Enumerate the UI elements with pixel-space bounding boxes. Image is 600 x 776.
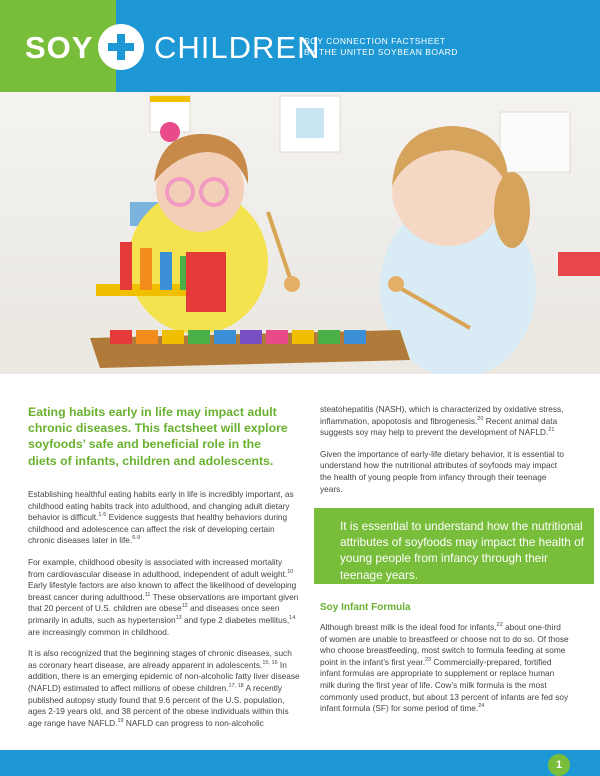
paragraph-4: steatohepatitis (NASH), which is characterized by oxidative stress, inflammation, apopotosis and fibrogenesis.$^{20}$ Recent animal data suggests soy may help to prevent the development of NAFLD.$^{21}$ [320, 404, 564, 438]
paragraph-6: Although breast milk is the ideal food for infants,$^{22}$ about one-third of women are unable to breastfeed or choose not to do so. Of those who choose breastfeeding, most switch to formula feeding at some point in the infant’s first year.$^{23}$ Commercially-prepared, fortified infant formulas are appropriate to supplement or replace human milk during the first year of life. Cow’s milk formula is the most commonly used product, but about 13 percent of infants are fed soy infant formula (SF) for some period of time.$^{24}$ [320, 622, 569, 714]
brand-children: CHILDREN [154, 30, 321, 65]
brand-soy: SOY [25, 30, 94, 65]
pull-quote-text: It is essential to understand how the nutritional attributes of soyfoods may impact the health of young people from infancy through their teenage years. [340, 519, 584, 582]
subtitle-line-2: BY THE UNITED SOYBEAN BOARD [304, 47, 458, 57]
section-heading: Soy Infant Formula [320, 602, 411, 613]
lead-paragraph: Eating habits early in life may impact adult chronic diseases. This factsheet will explore soyfoods’ safe and beneficial role in the diets of infants, children and adolescents. [28, 405, 288, 468]
photo-of-two-toddlers-playing-xylophone-icon [0, 92, 600, 374]
paragraph-5: Given the importance of early-life dietary behavior, it is essential to understand how the nutritional attributes of soyfoods may impact the health of young people from infancy through their teenage years. [320, 448, 564, 494]
header-banner [0, 0, 600, 92]
paragraph-2: For example, childhood obesity is associated with increased mortality from cardiovascular disease in adulthood, independent of adult weight.$^{10}$ Early lifestyle factors are also known to affect the likelihood of developing breast cancer during adulthood.$^{11}$ These observations are important given that 20 percent of U.S. children are obese$^{12}$ and diseases once seen primarily in adults, such as hypertension$^{13}$ and type 2 diabetes mellitus,$^{14}$ are increasingly common in childhood. [28, 556, 299, 637]
header-subtitle [304, 36, 458, 58]
page-number-badge: 1 [548, 754, 570, 776]
paragraph-3: It is also recognized that the beginning stages of chronic diseases, such as coronary heart disease, are already apparent in adolescents.$^{15, 16}$ In addition, there is an emerging epidemic of non-alcoholic fatty liver disease (NAFLD) estimated to affect millions of obese children.$^{17, 18}$ A recently published autopsy study found that 9.6 percent of the U.S. population, ages 2-19 years old, and 38 percent of the obese individuals within this age range have NAFLD.$^{19}$ NAFLD can progress to non-alcoholic [28, 648, 300, 728]
left-column [28, 489, 300, 739]
right-column-bottom [320, 622, 570, 725]
paragraph-1: Establishing healthful eating habits early in life is incredibly important, as childhood eating habits track into adulthood, and changing adult dietary behavior is difficult.$^{1-5}$ Evidence suggests that healthy behaviors during childhood and adolescence can affect the risk of developing certain chronic diseases later in life.$^{6-9}$ [28, 489, 294, 546]
plus-icon [98, 24, 144, 70]
right-column-top [320, 404, 570, 505]
footer-bar [0, 750, 600, 776]
pull-quote-callout [314, 508, 594, 584]
subtitle-line-1: SOY CONNECTION FACTSHEET [304, 36, 446, 46]
